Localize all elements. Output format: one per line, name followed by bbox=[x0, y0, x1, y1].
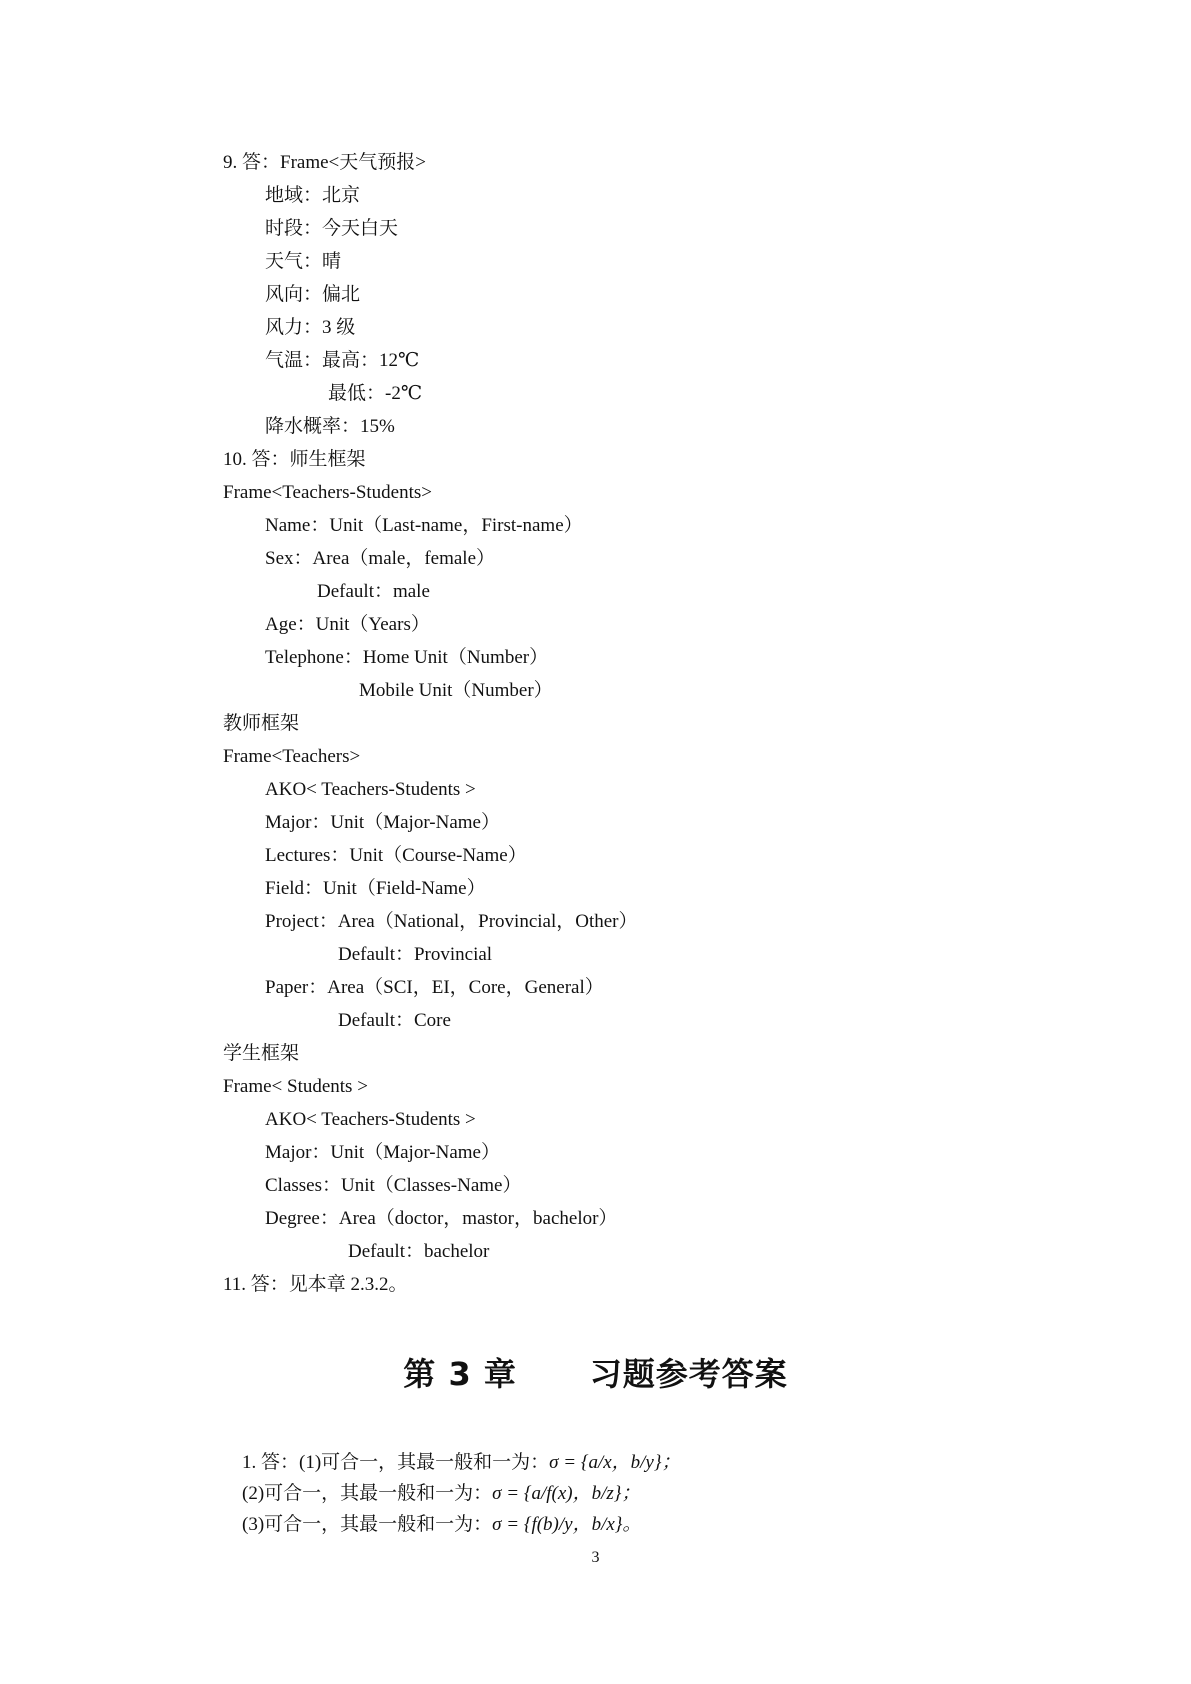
text-line: 气温：最高：12℃ bbox=[265, 350, 420, 371]
page-number: 3 bbox=[591, 1549, 600, 1566]
text-line: AKO< Teachers-Students > bbox=[265, 1109, 476, 1130]
text-line: Default：male bbox=[317, 581, 430, 602]
text-line: Frame<Teachers> bbox=[223, 746, 361, 767]
text-line: 天气：晴 bbox=[265, 251, 342, 272]
text-line: Default：Core bbox=[338, 1010, 451, 1031]
text-line: Sex：Area（male，female） bbox=[265, 548, 496, 569]
text-line: 地域：北京 bbox=[265, 185, 361, 206]
text-line: Project：Area（National，Provincial，Other） bbox=[265, 911, 638, 932]
text-line: Age：Unit（Years） bbox=[265, 614, 430, 635]
text-line: Classes：Unit（Classes-Name） bbox=[265, 1175, 522, 1196]
answer-line-1-text: 1. 答：(1)可合一，其最一般和一为： bbox=[242, 1452, 550, 1473]
text-line: 教师框架 bbox=[223, 713, 300, 734]
text-line: Mobile Unit（Number） bbox=[359, 680, 553, 701]
text-line: Name：Unit（Last-name，First-name） bbox=[265, 515, 583, 536]
text-line: Frame< Students > bbox=[223, 1076, 368, 1097]
text-line: Default：bachelor bbox=[348, 1241, 490, 1262]
text-line: Telephone：Home Unit（Number） bbox=[265, 647, 549, 668]
text-line: Field：Unit（Field-Name） bbox=[265, 878, 486, 899]
text-line: Lectures：Unit（Course-Name） bbox=[265, 845, 527, 866]
text-line: 11. 答：见本章 2.3.2。 bbox=[223, 1274, 408, 1295]
text-line: Degree：Area（doctor，mastor，bachelor） bbox=[265, 1208, 618, 1229]
text-line: Frame<Teachers-Students> bbox=[223, 482, 432, 503]
text-line: Major：Unit（Major-Name） bbox=[265, 812, 500, 833]
chapter-heading: 第 3 章 习题参考答案 bbox=[403, 1355, 788, 1393]
text-line: 9. 答：Frame<天气预报> bbox=[223, 152, 426, 173]
text-line: AKO< Teachers-Students > bbox=[265, 779, 476, 800]
text-line: Paper：Area（SCI，EI，Core，General） bbox=[265, 977, 604, 998]
text-line: Default：Provincial bbox=[338, 944, 493, 965]
answer-line-2-formula: σ = {a/f(x)，b/z}； bbox=[492, 1483, 641, 1504]
text-line: 降水概率：15% bbox=[265, 416, 395, 437]
text-line: 最低：-2℃ bbox=[328, 383, 423, 404]
text-line: 时段：今天白天 bbox=[265, 218, 399, 239]
answer-line-3-text: (3)可合一，其最一般和一为： bbox=[242, 1514, 493, 1535]
answer-line-1-formula: σ = {a/x，b/y}； bbox=[549, 1452, 681, 1473]
text-line: 风向：偏北 bbox=[265, 284, 361, 305]
text-line: 风力：3 级 bbox=[265, 317, 356, 338]
text-line: 学生框架 bbox=[223, 1043, 300, 1064]
text-line: 10. 答：师生框架 bbox=[223, 449, 366, 470]
text-line: Major：Unit（Major-Name） bbox=[265, 1142, 500, 1163]
answer-line-2-text: (2)可合一，其最一般和一为： bbox=[242, 1483, 493, 1504]
answer-line-3-formula: σ = {f(b)/y，b/x}。 bbox=[492, 1514, 642, 1535]
